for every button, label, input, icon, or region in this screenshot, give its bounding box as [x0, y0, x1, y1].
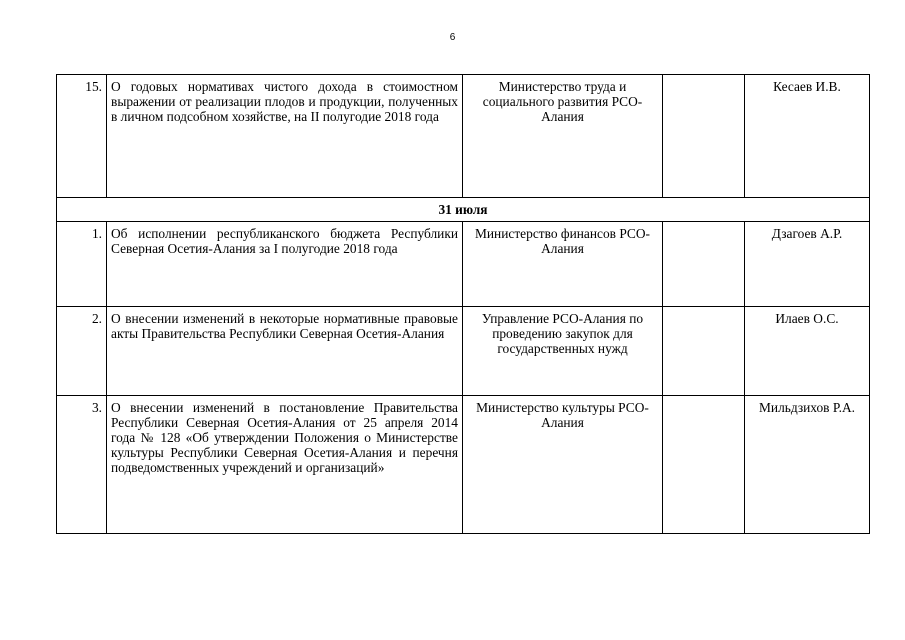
table-row — [57, 75, 870, 198]
row-title: О внесении изменений в постановление Правительства Республики Северная Осетия-Алания от 25 апреля 2014 года № 128 «Об утверждении Положения о Министерстве культуры Республики Северная Осетия-Алания и перечня подведомственных учреждений и организаций» — [107, 396, 463, 534]
plan-table — [56, 74, 870, 534]
row-responsible: Мильдзихов Р.А. — [745, 396, 870, 534]
table-row — [57, 396, 870, 534]
row-agency: Управление РСО-Алания по проведению закупок для государственных нужд — [463, 307, 663, 396]
row-responsible: Илаев О.С. — [745, 307, 870, 396]
row-agency: Министерство культуры РСО-Алания — [463, 396, 663, 534]
row-agency: Министерство труда и социального развития РСО-Алания — [463, 75, 663, 198]
row-blank-cell — [663, 396, 745, 534]
table-row — [57, 222, 870, 307]
row-blank-cell — [663, 75, 745, 198]
row-responsible: Кесаев И.В. — [745, 75, 870, 198]
table-row — [57, 307, 870, 396]
section-header-row — [57, 198, 870, 222]
row-title: Об исполнении республиканского бюджета Республики Северная Осетия-Алания за I полугодие 2018 года — [107, 222, 463, 307]
row-blank-cell — [663, 307, 745, 396]
row-number: 2. — [57, 307, 107, 396]
row-agency: Министерство финансов РСО-Алания — [463, 222, 663, 307]
page-number: 6 — [449, 32, 456, 43]
row-title: О внесении изменений в некоторые нормативные правовые акты Правительства Республики Северная Осетия-Алания — [107, 307, 463, 396]
row-blank-cell — [663, 222, 745, 307]
row-number: 15. — [57, 75, 107, 198]
row-responsible: Дзагоев А.Р. — [745, 222, 870, 307]
row-number: 1. — [57, 222, 107, 307]
section-date: 31 июля — [57, 198, 870, 222]
row-number: 3. — [57, 396, 107, 534]
row-title: О годовых нормативах чистого дохода в стоимостном выражении от реализации плодов и продукции, полученных в личном подсобном хозяйстве, на II полугодие 2018 года — [107, 75, 463, 198]
